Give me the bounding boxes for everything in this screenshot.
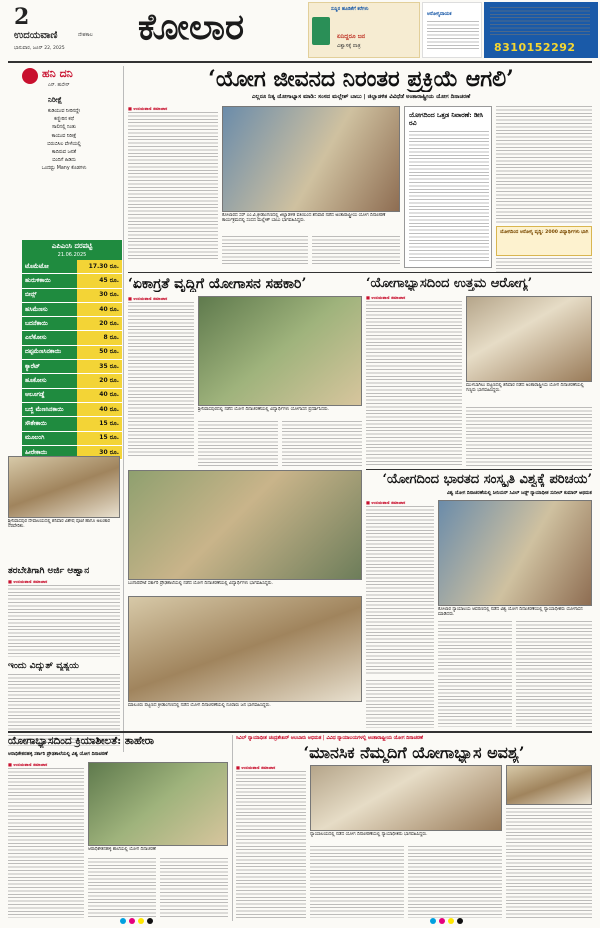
rate-row xyxy=(22,331,122,345)
hanidani-subtitle: ನಿರೀಕ್ಷೆ xyxy=(48,96,63,104)
byline: ■ ಉದಯವಾಣಿ ಸಮಾಚಾರ xyxy=(366,295,406,300)
quote-box xyxy=(496,226,592,256)
ekagrate-text-3 xyxy=(282,421,362,467)
manasika-photo-2 xyxy=(506,765,592,805)
dc-box xyxy=(404,106,492,268)
rate-table xyxy=(22,260,122,460)
apmc-title: ಎಪಿಎಂಸಿ ದರಪಟ್ಟಿ xyxy=(51,242,93,250)
kriyashilate-headline: ಯೋಗಾಭ್ಯಾಸದಿಂದ ಕ್ರಿಯಾಶೀಲತೆ: ತಾಹೇರಾ xyxy=(8,735,154,747)
poem-line: ಕಣ್ಣೀರಿನ ಕಥೆ xyxy=(54,117,74,123)
rate-item-value: 30 ರೂ. xyxy=(77,288,122,302)
lead-photo xyxy=(222,106,400,212)
rate-item-name: ಹಸಿಮೆಣಸು xyxy=(22,302,77,316)
right-column-text xyxy=(496,106,592,224)
rate-item-value: 35 ರೂ. xyxy=(77,360,122,374)
dc-box-headline: ಯೋಗದಿಂದ ಒತ್ತಡ ನಿವಾರಣೆ: ಡೀಸಿ ರವಿ xyxy=(409,111,484,127)
rate-row xyxy=(22,431,122,445)
quote-text: ಯೋಗದಿಂದ ಆರೋಗ್ಯ ವೃದ್ಧಿ: 2000 ವಿದ್ಯಾರ್ಥಿಗಳು ಭಾಗಿ xyxy=(500,230,589,235)
poem-line: ಬಿಂದಿಗೆ ಹಿಡಿದು xyxy=(52,158,76,164)
court-caption: ಕೋಲಾರ ನ್ಯಾಯಾಲಯ ಆವರಣದಲ್ಲಿ ನಡೆದ ವಿಶ್ವ ಯೋಗ ದಿನಾಚರಣೆಯಲ್ಲಿ ನ್ಯಾಯಾಧೀಶರು ಯೋಗಾಸನ ಮಾಡಿದರು. xyxy=(438,607,583,618)
bharata-text xyxy=(366,506,434,676)
kriyashilate-subheadline: ಆರಾಧಿಕೇತನಹಳ್ಳಿ ಸರ್ಕಾರಿ ಪ್ರೌಢಶಾಲೆಯಲ್ಲಿ ವಿಶ್ವ ಯೋಗ ದಿನಾಚರಣೆ xyxy=(8,752,108,757)
lead-photo-caption: ಕೋಲಾರದ ಸರ್ ಎಂ.ವಿ.ಕ್ರೀಡಾಂಗಣದಲ್ಲಿ ಜಿಲ್ಲಾಡಳಿತ ವತಿಯಿಂದ ಶನಿವಾರ ನಡೆದ ಅಂತಾರಾಷ್ಟ್ರೀಯ ಯೋಗ ದಿನಾಚರಣೆ ಕಾರ್ಯಕ್ರಮದಲ್ಲಿ ಸಂಸದ ಮಲ್ಲೇಶ್ ಬಾಬು ಭಾಗವಹಿಸಿದ್ದರು. xyxy=(222,213,386,224)
lead-subheadline: ಎಲ್ಲರೂ ನಿತ್ಯ ಯೋಗಾಭ್ಯಾಸ ಮಾಡಿ: ಸಂಸದ ಮಲ್ಲೇಶ್ ಬಾಬು | ಜಿಲ್ಲಾಡಳಿತ ವಿವಿಧೆಡೆ ಅಂತಾರಾಷ್ಟ್ರೀಯ ಯೋಗ ದಿನಾಚರಣೆ xyxy=(251,94,471,100)
rate-row xyxy=(22,274,122,288)
ad-line: ವಿಶ್ವಾಸಕ್ಕೆ ಪಾತ್ರ xyxy=(337,43,361,49)
right-column-text-2 xyxy=(496,258,592,272)
apmc-table xyxy=(22,260,122,460)
uttama-caption: ಮುಳಬಾಗಿಲು ಪಟ್ಟಣದಲ್ಲಿ ಶನಿವಾರ ನಡೆದ ಅಂತಾರಾಷ್ಟ್ರೀಯ ಯೋಗ ದಿನಾಚರಣೆಯಲ್ಲಿ ಗಣ್ಯರು ಭಾಗವಹಿಸಿದ್ದರು. xyxy=(466,383,584,394)
ekagrate-text-2 xyxy=(198,421,278,467)
rate-item-name: ಹುರುಳಿಕಾಯಿ xyxy=(22,274,77,288)
byline: ■ ಉದಯವಾಣಿ ಸಮಾಚಾರ xyxy=(366,500,406,505)
section-divider xyxy=(366,469,592,470)
rate-row xyxy=(22,360,122,374)
rate-item-value: 30 ರೂ. xyxy=(77,445,122,459)
rate-item-value: 20 ರೂ. xyxy=(77,317,122,331)
ad-line: ಆರೋಗ್ಯದಾಯಕ xyxy=(427,12,452,17)
dc-box-text xyxy=(409,131,489,263)
rate-row xyxy=(22,402,122,416)
lead-text xyxy=(128,112,218,260)
rate-row xyxy=(22,317,122,331)
ekagrate-headline: ‘ಏಕಾಗ್ರತೆ ವೃದ್ಧಿಗೆ ಯೋಗಾಸನ ಸಹಕಾರಿ’ xyxy=(128,276,307,292)
ad-text xyxy=(427,21,479,51)
rate-row xyxy=(22,417,122,431)
rate-item-name: ಟೊಮೆಟೋ xyxy=(22,260,77,274)
ad-line: ಸುಸ್ಥಿರ ಹೂಡಿಕೆಗೆ ಕರೆಗಳು xyxy=(331,7,369,12)
manasika-headline: ‘ಮಾನಸಿಕ ನೆಮ್ಮದಿಗೆ ಯೋಗಾಭ್ಯಾಸ ಅವಶ್ಯ’ xyxy=(303,743,525,762)
headline-tarabeti: ತರಬೇತಿಗಾಗಿ ಅರ್ಜಿ ಆಹ್ವಾನ xyxy=(8,566,90,576)
rate-row xyxy=(22,374,122,388)
temple-caption: ಶ್ರೀನಿವಾಸಪುರ ದೇವಾಲಯದಲ್ಲಿ ಶನಿವಾರ ವಿಶೇಷ ಪೂಜೆ ಹಾಗೂ ಅಲಂಕಾರ ನೆರವೇರಿತು. xyxy=(8,519,110,530)
rate-item-name: ಆಲೂಗಡ್ಡೆ xyxy=(22,388,77,402)
byline: ■ ಉದಯವಾಣಿ ಸಮಾಚಾರ xyxy=(128,106,168,111)
ekagrate-photo xyxy=(198,296,362,406)
uttama-text xyxy=(366,301,462,467)
kriyashilate-text-2 xyxy=(88,858,156,918)
apmc-rate-box xyxy=(22,240,122,456)
rate-item-value: 8 ರೂ. xyxy=(77,331,122,345)
temple-photo xyxy=(8,456,120,518)
rate-row xyxy=(22,288,122,302)
ground-caption: ಮಾಲೂರು ಪಟ್ಟಣದ ಕ್ರೀಡಾಂಗಣದಲ್ಲಿ ನಡೆದ ಯೋಗ ದಿನಾಚರಣೆಯಲ್ಲಿ ನೂರಾರು ಜನ ಭಾಗವಹಿಸಿದ್ದರು. xyxy=(128,703,271,708)
rate-item-name: ಮೂಲಂಗಿ xyxy=(22,431,77,445)
page-number: 2 xyxy=(14,4,30,30)
rate-item-name: ಎಲೆಕೋಸು xyxy=(22,331,77,345)
section-divider xyxy=(8,731,592,733)
rate-item-value: 45 ರೂ. xyxy=(77,274,122,288)
tarabeti-text xyxy=(8,585,120,657)
uttama-text-2 xyxy=(466,407,592,467)
rate-item-value: 40 ರೂ. xyxy=(77,388,122,402)
column-divider xyxy=(123,66,124,752)
bharata-text-3 xyxy=(516,621,592,727)
masthead-ad xyxy=(308,2,598,58)
hanidani-box xyxy=(8,66,118,234)
rate-item-value: 15 ರೂ. xyxy=(77,431,122,445)
rate-item-name: ಕ್ಯಾರೆಟ್ xyxy=(22,360,77,374)
manasika-kicker: ಸಿವಿಲ್ ನ್ಯಾಯಾಧೀಶ ಚಂದ್ರಶೇಖರ್ ಅಲಬಾರು ಅಭಿಮತ | ವಿವಿಧ ನ್ಯಾಯಾಲಯಗಳಲ್ಲಿ ಅಂತಾರಾಷ್ಟ್ರೀಯ ಯೋಗ ದಿನಾಚರಣೆ xyxy=(236,736,423,741)
byline: ■ ಉದಯವಾಣಿ ಸಮಾಚಾರ xyxy=(128,296,168,301)
lead-text-3 xyxy=(312,236,400,266)
ad-line: ಏನಿದ್ದರೂ ಜನ xyxy=(337,33,366,40)
poem-line: ಬಿರುಬಿಸಿಲ ವೇಳೆಯಲ್ಲಿ xyxy=(47,141,81,147)
ad-phone: 8310152292 xyxy=(494,41,576,54)
bharata-text-4 xyxy=(366,680,434,728)
hanidani-author: ಎನ್. ಹುಸೇನ್ xyxy=(48,83,70,88)
manasika-caption: ನ್ಯಾಯಾಲಯದಲ್ಲಿ ನಡೆದ ಯೋಗ ದಿನಾಚರಣೆಯಲ್ಲಿ ನ್ಯಾಯಾಧೀಶರು ಭಾಗವಹಿಸಿದ್ದರು. xyxy=(310,832,428,837)
rate-row xyxy=(22,345,122,359)
ekagrate-caption: ಶ್ರೀನಿವಾಸಪುರದಲ್ಲಿ ನಡೆದ ಯೋಗ ದಿನಾಚರಣೆಯಲ್ಲಿ ವಿದ್ಯಾರ್ಥಿಗಳು ಯೋಗಾಸನ ಪ್ರದರ್ಶಿಸಿದರು. xyxy=(198,407,330,412)
hanidani-logo-icon xyxy=(22,68,38,84)
headline-vidyut: ಇಂದು ವಿದ್ಯುತ್ ವ್ಯತ್ಯಯ xyxy=(8,661,79,671)
hanidani-poem xyxy=(16,108,112,174)
rate-row xyxy=(22,388,122,402)
rate-item-value: 15 ರೂ. xyxy=(77,417,122,431)
print-registration-marks xyxy=(430,918,490,924)
apmc-date: 21.06.2025 xyxy=(57,252,87,258)
rate-item-value: 50 ರೂ. xyxy=(77,345,122,359)
kriyashilate-caption: ಆರಾಧಿಕೇತನಹಳ್ಳಿ ಶಾಲೆಯಲ್ಲಿ ಯೋಗ ದಿನಾಚರಣೆ xyxy=(88,847,156,852)
poem-line: ಒಂದಷ್ಟು Many ಕೊಡಗಳು xyxy=(41,166,87,172)
ad-text xyxy=(490,7,590,35)
paper-tag: ದೇಶಕಾಲ xyxy=(78,32,93,38)
ad-left xyxy=(308,2,420,58)
ad-badge xyxy=(312,17,330,45)
ground-photo xyxy=(128,596,362,702)
rate-item-value: 40 ರೂ. xyxy=(77,402,122,416)
dateline: ಭಾನುವಾರ, ಜೂನ್ 22, 2025 xyxy=(14,46,65,51)
manasika-text-2 xyxy=(310,846,404,918)
city-title: ಕೋಲಾರ xyxy=(138,6,245,48)
manasika-text-4 xyxy=(506,808,592,918)
rate-item-name: ಬೀನ್ಸ್ xyxy=(22,288,77,302)
ekagrate-text xyxy=(128,302,194,456)
rate-item-name: ಹೂಕೋಸು xyxy=(22,374,77,388)
ad-right xyxy=(484,2,598,58)
poem-line: ಕಾದಿರುವ ಜನತೆ xyxy=(51,150,77,156)
section-divider xyxy=(128,272,592,273)
byline: ■ ಉದಯವಾಣಿ ಸಮಾಚಾರ xyxy=(236,765,276,770)
masthead xyxy=(0,0,600,64)
poem-line: ಕುಡಿಯುವ ನೀರಿನದ್ದೇ xyxy=(47,109,81,114)
rate-item-value: 17.30 ರೂ. xyxy=(77,260,122,274)
rate-item-name: ಬದನೆಕಾಯಿ xyxy=(22,317,77,331)
rate-item-name: ಬಜ್ಜಿ ಮೆಣಸಿನಕಾಯಿ xyxy=(22,402,77,416)
lead-headline: ‘ಯೋಗ ಜೀವನದ ನಿರಂತರ ಪ್ರಕ್ರಿಯೆ ಆಗಲಿ’ xyxy=(208,66,514,92)
hanidani-title: ಹನಿ ದನಿ xyxy=(42,67,73,80)
rate-item-name: ಹೀರೇಕಾಯಿ xyxy=(22,445,77,459)
byline: ■ ಉದಯವಾಣಿ ಸಮಾಚಾರ xyxy=(8,762,48,767)
court-photo xyxy=(438,500,592,606)
bharata-headline: ‘ಯೋಗದಿಂದ ಭಾರತದ ಸಂಸ್ಕೃತಿ ವಿಶ್ವಕ್ಕೆ ಪರಿಚಯ’ xyxy=(382,472,592,487)
bharata-text-2 xyxy=(438,621,512,727)
uttama-photo xyxy=(466,296,592,382)
rate-item-name: ಸೌತೇಕಾಯಿ xyxy=(22,417,77,431)
rate-item-value: 40 ರೂ. xyxy=(77,302,122,316)
masthead-divider xyxy=(8,61,592,63)
manasika-text-3 xyxy=(408,846,502,918)
kriyashilate-photo xyxy=(88,762,228,846)
print-registration-marks xyxy=(120,918,180,924)
manasika-photo xyxy=(310,765,502,831)
kriyashilate-text xyxy=(8,768,84,918)
school-caption: ಬಂಗಾರಪೇಟೆ ಸರ್ಕಾರಿ ಪ್ರೌಢಶಾಲೆಯಲ್ಲಿ ನಡೆದ ಯೋಗ ದಿನಾಚರಣೆಯಲ್ಲಿ ವಿದ್ಯಾರ್ಥಿಗಳು ಭಾಗವಹಿಸಿದ್ದರು. xyxy=(128,581,273,586)
rate-row xyxy=(22,302,122,316)
poem-line: ಕಾಯುವ ನಿರೀಕ್ಷೆ xyxy=(51,133,77,139)
uttama-headline: ‘ಯೋಗಾಭ್ಯಾಸದಿಂದ ಉತ್ತಮ ಆರೋಗ್ಯ’ xyxy=(366,276,533,291)
ad-middle xyxy=(422,2,482,58)
kriyashilate-text-3 xyxy=(160,858,228,918)
column-divider xyxy=(232,735,233,921)
rate-item-value: 20 ರೂ. xyxy=(77,374,122,388)
rate-item-name: ದಪ್ಪಮೆಣಸಿನಕಾಯಿ xyxy=(22,345,77,359)
rate-row xyxy=(22,260,122,274)
lead-text-2 xyxy=(222,236,308,266)
poem-line: ಸಾಲಿನಲ್ಲಿ ನಿಂತು xyxy=(52,125,76,131)
bharata-subheadline: ವಿಶ್ವ ಯೋಗ ದಿನಾಚರಣೆಯಲ್ಲಿ ಸೀನಿಯರ್ ಸಿವಿಲ್ ಜಡ್ಜ್ ನ್ಯಾಯಾಧೀಶ ಸುನೀಲ್ ಕುಮಾರ್ ಅಭಿಮತ xyxy=(446,491,592,496)
byline: ■ ಉದಯವಾಣಿ ಸಮಾಚಾರ xyxy=(8,579,48,584)
manasika-text xyxy=(236,771,306,919)
paper-name: ಉದಯವಾಣಿ xyxy=(14,30,58,41)
